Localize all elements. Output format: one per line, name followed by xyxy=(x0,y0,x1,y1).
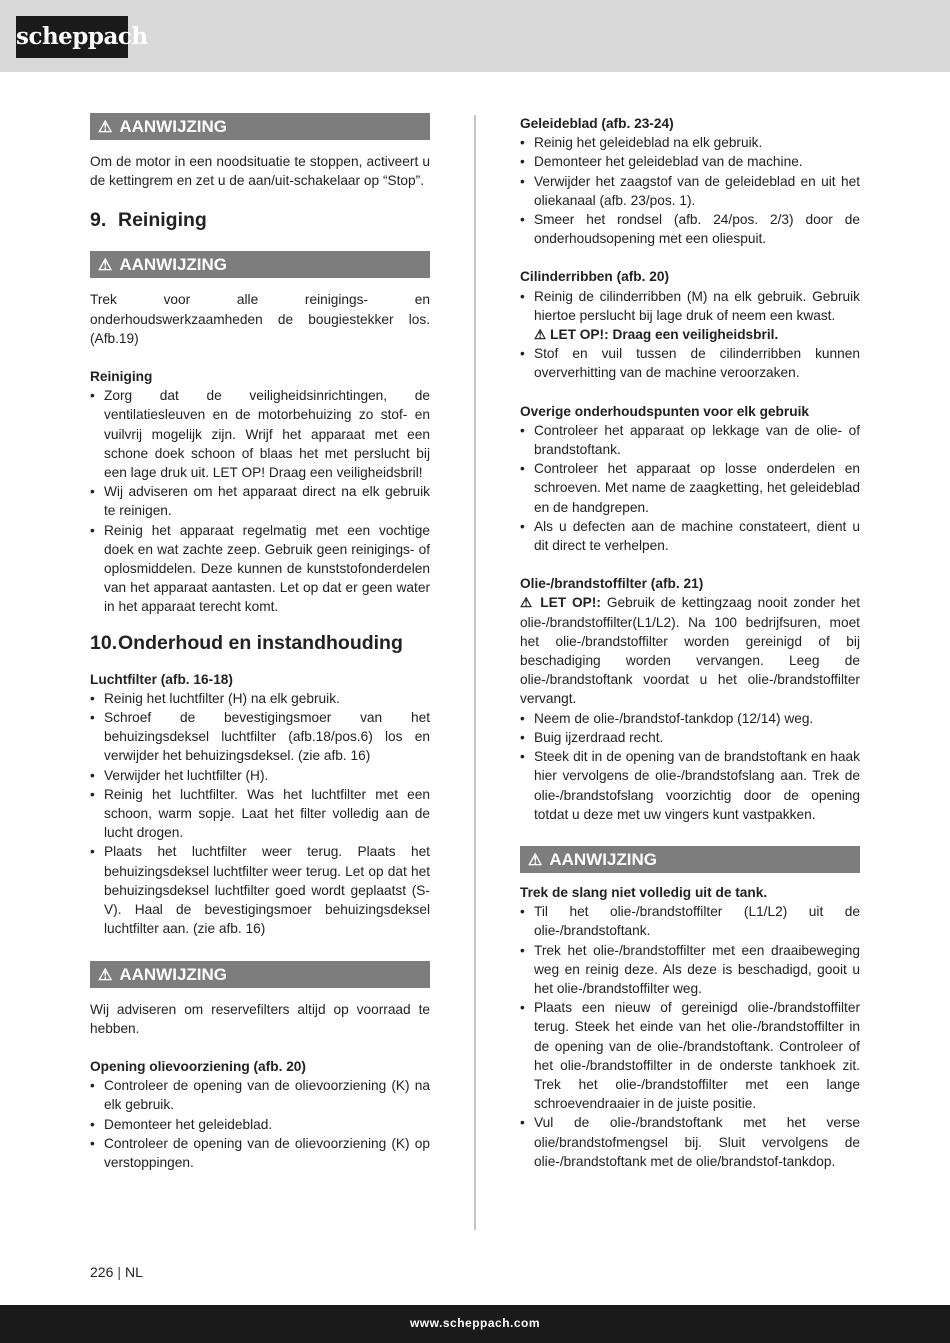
warning-triangle-icon: ⚠ xyxy=(520,595,535,611)
inline-warning: ⚠ LET OP!: xyxy=(520,595,601,611)
list-item: • Reinig het luchtfilter (H) na elk gebruik. xyxy=(90,689,430,708)
list-item: • Smeer het rondsel (afb. 24/pos. 2/3) door de onderhoudsopening met een oliespuit. xyxy=(520,210,860,248)
list-item: • Stof en vuil tussen de cilinderribben kunnen oververhitting van de machine veroorzaken. xyxy=(520,344,860,382)
footer-url[interactable]: www.scheppach.com xyxy=(409,1316,541,1330)
list-item: • Trek het olie-/brandstoffilter met een draaibeweging weg en reinig deze. Als deze is beschadigd, gooit u het olie-/brandstoffilter weg. xyxy=(520,941,860,999)
warning-banner: ⚠ AANWIJZING xyxy=(520,846,860,873)
list-item: • Controleer het apparaat op lekkage van de olie- of brandstoftank. xyxy=(520,421,860,459)
page-footer xyxy=(0,1305,950,1343)
section-heading-reiniging: 9. Reiniging xyxy=(90,209,207,232)
subheading-oliefilter: Olie-/brandstoffilter (afb. 21) xyxy=(520,576,704,592)
warning-triangle-icon: ⚠ xyxy=(98,257,113,275)
list-item: • Verwijder het zaagstof van de geleideblad en uit het oliekanaal (afb. 23/pos. 1). xyxy=(520,172,860,210)
list-item: • Als u defecten aan de machine constateert, dient u dit direct te verhelpen. xyxy=(520,517,860,555)
warning-banner: ⚠ AANWIJZING xyxy=(90,113,430,140)
slang-list xyxy=(520,902,860,1171)
warning-text: Om de motor in een noodsituatie te stoppen, activeert u de kettingrem en zet u de aan/uit-schakelaar op “Stop”. xyxy=(90,154,430,189)
warning-triangle-icon: ⚠ xyxy=(534,327,547,343)
brand-logo: scheppach xyxy=(16,16,128,58)
oliefilter-text: ⚠ LET OP!: Gebruik de kettingzaag nooit zonder het olie-/brandstoffilter(L1/L2). Na 100 bedrijfsuren, moet het olie-/brandstoffilter worden gereinigd of bij beschadiging worden vervangen. Leeg de olie-/brandstoftank voordat u het olie-/brandstoffilter vervangt. xyxy=(520,595,861,707)
list-item: • Schroef de bevestigingsmoer van het behuizingsdeksel luchtfilter (afb.18/pos.6) los en verwijder het behuizingsdeksel. (zie afb. 16) xyxy=(90,708,430,766)
page-header xyxy=(0,0,950,72)
list-item: • Buig ijzerdraad recht. xyxy=(520,728,860,747)
right-column xyxy=(520,114,860,1171)
list-item: • Vul de olie-/brandstoftank met het verse olie/brandstofmengsel bij. Sluit vervolgens de olie-/brandstoftank met de olie/brandstof-tankdop. xyxy=(520,1113,860,1171)
inline-warning: ⚠ LET OP!: Draag een veiligheidsbril. xyxy=(534,327,779,343)
list-item: • Reinig het luchtfilter. Was het luchtfilter met een schoon, warm sopje. Laat het filter volledig aan de lucht drogen. xyxy=(90,785,430,843)
list-item: • Controleer de opening van de olievoorziening (K) na elk gebruik. xyxy=(90,1076,430,1114)
oliefilter-list xyxy=(520,709,860,824)
overige-list xyxy=(520,421,860,555)
subheading-opening: Opening olievoorziening (afb. 20) xyxy=(90,1058,306,1074)
warning-triangle-icon: ⚠ xyxy=(98,966,113,984)
list-item: • Wij adviseren om het apparaat direct na elk gebruik te reinigen. xyxy=(90,482,430,520)
list-item: • Controleer de opening van de olievoorziening (K) op verstoppingen. xyxy=(90,1134,430,1172)
left-column xyxy=(90,113,430,1172)
luchtfilter-list xyxy=(90,689,430,939)
warning-text: Wij adviseren om reservefilters altijd op voorraad te hebben. xyxy=(90,1001,430,1036)
cilinder-list xyxy=(520,287,860,383)
page-number: 226 | NL xyxy=(90,1264,143,1280)
reiniging-list xyxy=(90,386,430,616)
subheading-reiniging: Reiniging xyxy=(90,369,153,385)
list-item: • Verwijder het luchtfilter (H). xyxy=(90,766,430,785)
list-item: • Demonteer het geleideblad van de machine. xyxy=(520,152,860,171)
opening-list xyxy=(90,1076,430,1172)
list-item: • Zorg dat de veiligheidsinrichtingen, de ventilatiesleuven en de motorbehuizing zo stof- en vuilvrij mogelijk zijn. Wrijf het apparaat met een schone doek schoon of blaas het met perslucht bij een lage druk uit. LET OP! Draag een veiligheidsbril! xyxy=(90,386,430,482)
list-item: • Demonteer het geleideblad. xyxy=(90,1115,430,1134)
list-item: • Reinig het geleideblad na elk gebruik. xyxy=(520,133,860,152)
warning-text: Trek voor alle reinigings- en onderhoudswerkzaamheden de bougiestekker los. (Afb.19) xyxy=(90,292,430,346)
list-item: • Steek dit in de opening van de brandstoftank en haak hier vervolgens de olie-/brandstofslang aan. Trek de olie-/brandstofslang voorzichtig door de opening totdat u deze met uw vingers kunt vastpakken. xyxy=(520,747,860,824)
section-heading-onderhoud: 10.Onderhoud en instandhouding xyxy=(90,631,403,654)
list-item: • Plaats een nieuw of gereinigd olie-/brandstoffilter terug. Steek het einde van het olie-/brandstoffilter in de opening van de olie-/brandstoftank. Controleer of het olie-/brandstoffilter in de onderste tankhoek zit. Trek het olie-/brandstoffilter met een lange schroevendraaier in de juiste positie. xyxy=(520,998,860,1113)
list-item: • Controleer het apparaat op losse onderdelen en schroeven. Met name de zaagketting, het geleideblad en de handgrepen. xyxy=(520,459,860,517)
list-item: • Plaats het luchtfilter weer terug. Plaats het behuizingsdeksel luchtfilter weer terug. Let op dat het behuizingsdeksel luchtfilter goed wordt geplaatst (S-V). Haal de bevestigingsmoer behuizingsdeksel luchtfilter aan. (zie afb. 16) xyxy=(90,842,430,938)
subheading-luchtfilter: Luchtfilter (afb. 16-18) xyxy=(90,671,233,687)
warning-banner: ⚠ AANWIJZING xyxy=(90,251,430,278)
warning-triangle-icon: ⚠ xyxy=(98,119,113,136)
warning-banner: ⚠ AANWIJZING xyxy=(90,961,430,988)
list-item: • Til het olie-/brandstoffilter (L1/L2) uit de olie-/brandstoftank. xyxy=(520,902,860,940)
subheading-geleideblad: Geleideblad (afb. 23-24) xyxy=(520,116,674,131)
subheading-slang: Trek de slang niet volledig uit de tank. xyxy=(520,884,768,900)
geleideblad-list xyxy=(520,133,860,248)
subheading-overige: Overige onderhoudspunten voor elk gebruik xyxy=(520,403,810,419)
warning-triangle-icon: ⚠ xyxy=(528,851,543,869)
list-item: • Reinig de cilinderribben (M) na elk gebruik. Gebruik hiertoe perslucht bij lage druk of neem een kwast. ⚠ LET OP!: Draag een veiligheidsbril. xyxy=(520,287,860,345)
subheading-cilinderribben: Cilinderribben (afb. 20) xyxy=(520,269,670,285)
list-item: • Neem de olie-/brandstof-tankdop (12/14) weg. xyxy=(520,709,860,728)
column-divider xyxy=(474,115,476,1230)
list-item: • Reinig het apparaat regelmatig met een vochtige doek en wat zachte zeep. Gebruik geen reinigings- of oplosmiddelen. Deze kunnen de kunststofonderdelen van het apparaat aantasten. Let op dat er geen water in het apparaat terecht komt. xyxy=(90,521,430,617)
